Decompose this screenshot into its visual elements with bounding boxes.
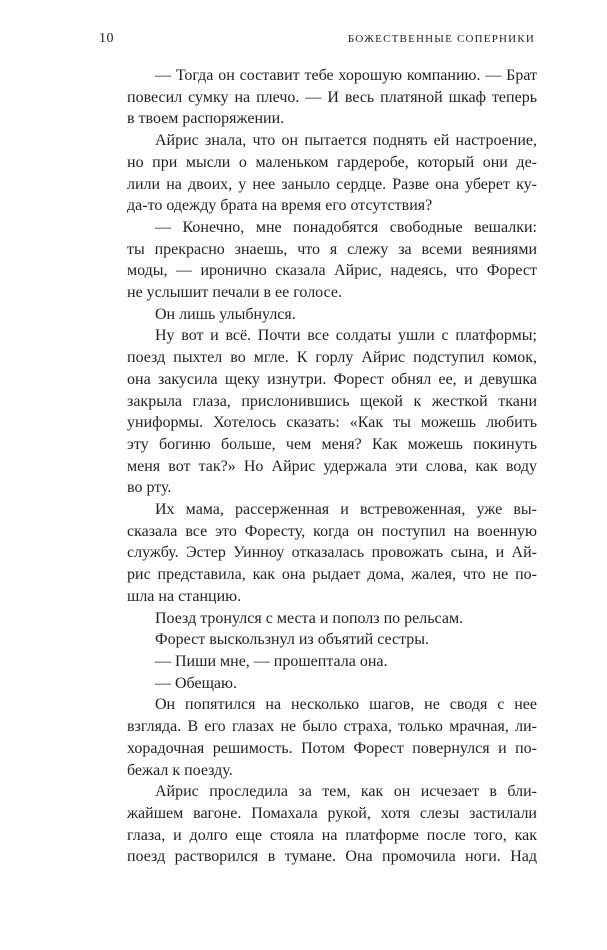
running-head-title: БОЖЕСТВЕННЫЕ СОПЕРНИКИ xyxy=(347,33,535,45)
paragraph xyxy=(99,325,537,499)
body-text xyxy=(99,65,537,868)
text-line: ты прекрасно знаешь, что я слежу за всеми веяниями xyxy=(127,240,537,258)
paragraph xyxy=(99,651,537,673)
text-line: повесил сумку на плечо. — И весь платяной шкаф теперь xyxy=(127,88,537,106)
text-line: хорадочная решимость. Потом Форест повернулся и по- xyxy=(127,739,537,757)
paragraph xyxy=(99,673,537,695)
text-line: меня вот так?» Но Айрис удержала эти слова, как воду xyxy=(127,457,537,475)
text-line: Форест выскользнул из объятий сестры. xyxy=(155,631,430,649)
text-line: она закусила щеку изнутри. Форест обнял ее, и девушка xyxy=(127,370,537,388)
text-line: моды, — иронично сказала Айрис, надеясь, что Форест xyxy=(127,262,537,280)
text-line: жайшем вагоне. Помахала рукой, хотя слезы застилали xyxy=(127,804,537,822)
text-line: — Обещаю. xyxy=(155,674,237,692)
text-line: глаза, и долго еще стояла на платформе после того, как xyxy=(127,826,537,844)
text-line: лили на двоих, у нее заныло сердце. Разве она уберет ку- xyxy=(127,175,537,193)
text-line: но при мысли о маленьком гардеробе, который они де- xyxy=(127,153,537,171)
text-line: сказала все это Форесту, когда он поступил на военную xyxy=(127,522,537,540)
text-line: бежал к поезду. xyxy=(127,761,233,779)
text-line: Ну вот и всё. Почти все солдаты ушли с платформы; xyxy=(155,327,537,345)
page-number: 10 xyxy=(99,31,114,46)
text-line: поезд растворился в тумане. Она промочила ноги. Над xyxy=(127,848,537,866)
text-line: поезд пыхтел во мгле. К горлу Айрис подступил комок, xyxy=(127,349,537,367)
text-line: шла на станцию. xyxy=(127,587,242,605)
paragraph xyxy=(99,217,537,304)
text-line: закрыла глаза, прислонившись щекой к жесткой ткани xyxy=(127,392,537,410)
text-line: службу. Эстер Уинноу отказалась провожать сына, и Ай- xyxy=(127,544,537,562)
text-line: Их мама, рассерженная и встревоженная, уже вы- xyxy=(155,501,537,519)
text-line: — Конечно, мне понадобятся свободные вешалки: xyxy=(155,218,537,236)
paragraph xyxy=(99,499,537,608)
text-line: эту богиню больше, чем меня? Как можешь покинуть xyxy=(127,435,537,453)
text-line: Он попятился на несколько шагов, не сводя с нее xyxy=(155,696,537,714)
paragraph xyxy=(99,694,537,781)
text-line: Он лишь улыбнулся. xyxy=(155,305,296,323)
text-line: да-то одежду брата на время его отсутствия? xyxy=(127,197,433,215)
paragraph xyxy=(99,781,537,868)
text-line: Айрис знала, что он пытается поднять ей настроение, xyxy=(155,132,537,150)
paragraph xyxy=(99,629,537,651)
text-line: не услышит печали в ее голосе. xyxy=(127,284,342,302)
text-line: униформы. Хотелось сказать: «Как ты можешь любить xyxy=(127,414,537,432)
text-line: Айрис проследила за тем, как он исчезает в бли- xyxy=(155,783,537,801)
text-line: во рту. xyxy=(127,479,172,497)
text-line: взгляда. В его глазах не было страха, только мрачная, ли- xyxy=(127,718,537,736)
paragraph xyxy=(99,304,537,326)
paragraph xyxy=(99,65,537,130)
text-line: в твоем распоряжении. xyxy=(127,110,285,128)
text-line: рис представила, как она рыдает дома, жалея, что не по- xyxy=(127,566,537,584)
paragraph xyxy=(99,130,537,217)
text-line: — Тогда он составит тебе хорошую компанию. — Брат xyxy=(155,67,537,84)
paragraph xyxy=(99,608,537,630)
text-line: — Пиши мне, — прошептала она. xyxy=(155,652,388,670)
text-line: Поезд тронулся с места и пополз по рельсам. xyxy=(155,609,464,627)
